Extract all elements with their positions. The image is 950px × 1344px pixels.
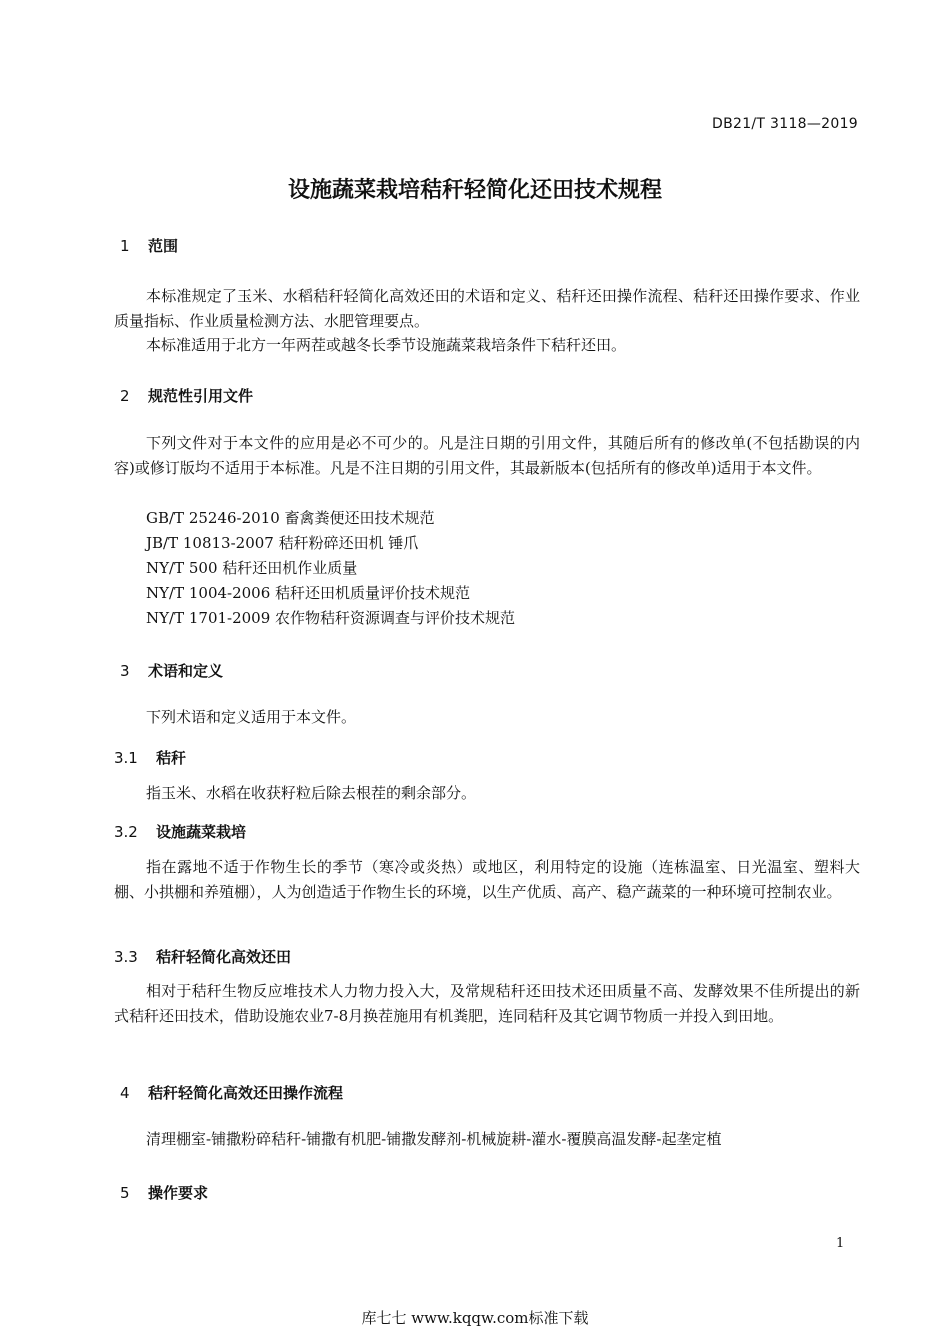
paragraph: 指玉米、水稻在收获籽粒后除去根茬的剩余部分。 — [146, 784, 477, 802]
section-title: 范围 — [148, 237, 179, 255]
section-title: 操作要求 — [148, 1184, 209, 1202]
section-title: 规范性引用文件 — [148, 387, 254, 405]
term-title: 秸秆 — [156, 749, 187, 767]
section-title: 术语和定义 — [148, 662, 224, 680]
reference-item: GB/T 25246-2010 畜禽粪便还田技术规范 — [146, 509, 435, 527]
term-heading-straw — [114, 747, 186, 768]
paragraph: 本标准适用于北方一年两茬或越冬长季节设施蔬菜栽培条件下秸秆还田。 — [146, 336, 627, 354]
section-heading-operation-requirements — [120, 1182, 208, 1203]
reference-item: NY/T 1004-2006 秸秆还田机质量评价技术规范 — [146, 584, 471, 602]
paragraph: 下列文件对于本文件的应用是必不可少的。凡是注日期的引用文件，其随后所有的修改单(不包括勘误的内容)或修订版均不适用于本标准。凡是不注日期的引用文件，其最新版本(包括所有的修改单)适用于本文件。 — [114, 434, 860, 477]
page-title: 设施蔬菜栽培秸秆轻简化还田技术规程 — [287, 178, 662, 203]
page-number: 1 — [836, 1236, 845, 1251]
section-number: 1 — [120, 237, 130, 255]
section-number: 3 — [120, 662, 130, 680]
reference-item: NY/T 1701-2009 农作物秸秆资源调查与评价技术规范 — [146, 609, 516, 627]
section-number: 2 — [120, 387, 130, 405]
section-heading-normative-references — [120, 385, 253, 406]
section-number: 4 — [120, 1084, 130, 1102]
section-heading-scope — [120, 235, 178, 256]
reference-item: NY/T 500 秸秆还田机作业质量 — [146, 559, 358, 577]
term-number: 3.2 — [114, 823, 138, 841]
term-number: 3.3 — [114, 948, 138, 966]
section-heading-operation-flow — [120, 1082, 343, 1103]
section-heading-terms — [120, 660, 223, 681]
term-title: 设施蔬菜栽培 — [156, 823, 247, 841]
paragraph: 指在露地不适于作物生长的季节（寒冷或炎热）或地区，利用特定的设施（连栋温室、日光温室、塑料大棚、小拱棚和养殖棚），人为创造适于作物生长的环境，以生产优质、高产、稳产蔬菜的一种环境可控制农业。 — [114, 858, 860, 901]
paragraph: 本标准规定了玉米、水稻秸秆轻简化高效还田的术语和定义、秸秆还田操作流程、秸秆还田操作要求、作业质量指标、作业质量检测方法、水肥管理要点。 — [114, 287, 860, 330]
section-title: 秸秆轻简化高效还田操作流程 — [148, 1084, 344, 1102]
footer-watermark: 库七七 www.kqqw.com标准下载 — [361, 1309, 589, 1327]
term-heading-facility-vegetable — [114, 821, 246, 842]
reference-item: JB/T 10813-2007 秸秆粉碎还田机 锤爪 — [146, 534, 419, 552]
term-number: 3.1 — [114, 749, 138, 767]
paragraph: 下列术语和定义适用于本文件。 — [146, 708, 357, 726]
paragraph: 相对于秸秆生物反应堆技术人力物力投入大，及常规秸秆还田技术还田质量不高、发酵效果不佳所提出的新式秸秆还田技术，借助设施农业7-8月换茬施用有机粪肥，连同秸秆及其它调节物质一并投入到田地。 — [114, 982, 860, 1025]
document-code: DB21/T 3118—2019 — [712, 116, 858, 132]
process-flow-text: 清理棚室-铺撒粉碎秸秆-铺撒有机肥-铺撒发酵剂-机械旋耕-灌水-覆膜高温发酵-起垄定植 — [146, 1130, 722, 1148]
section-number: 5 — [120, 1184, 130, 1202]
term-title: 秸秆轻简化高效还田 — [156, 948, 292, 966]
term-heading-simplified-return — [114, 946, 291, 967]
